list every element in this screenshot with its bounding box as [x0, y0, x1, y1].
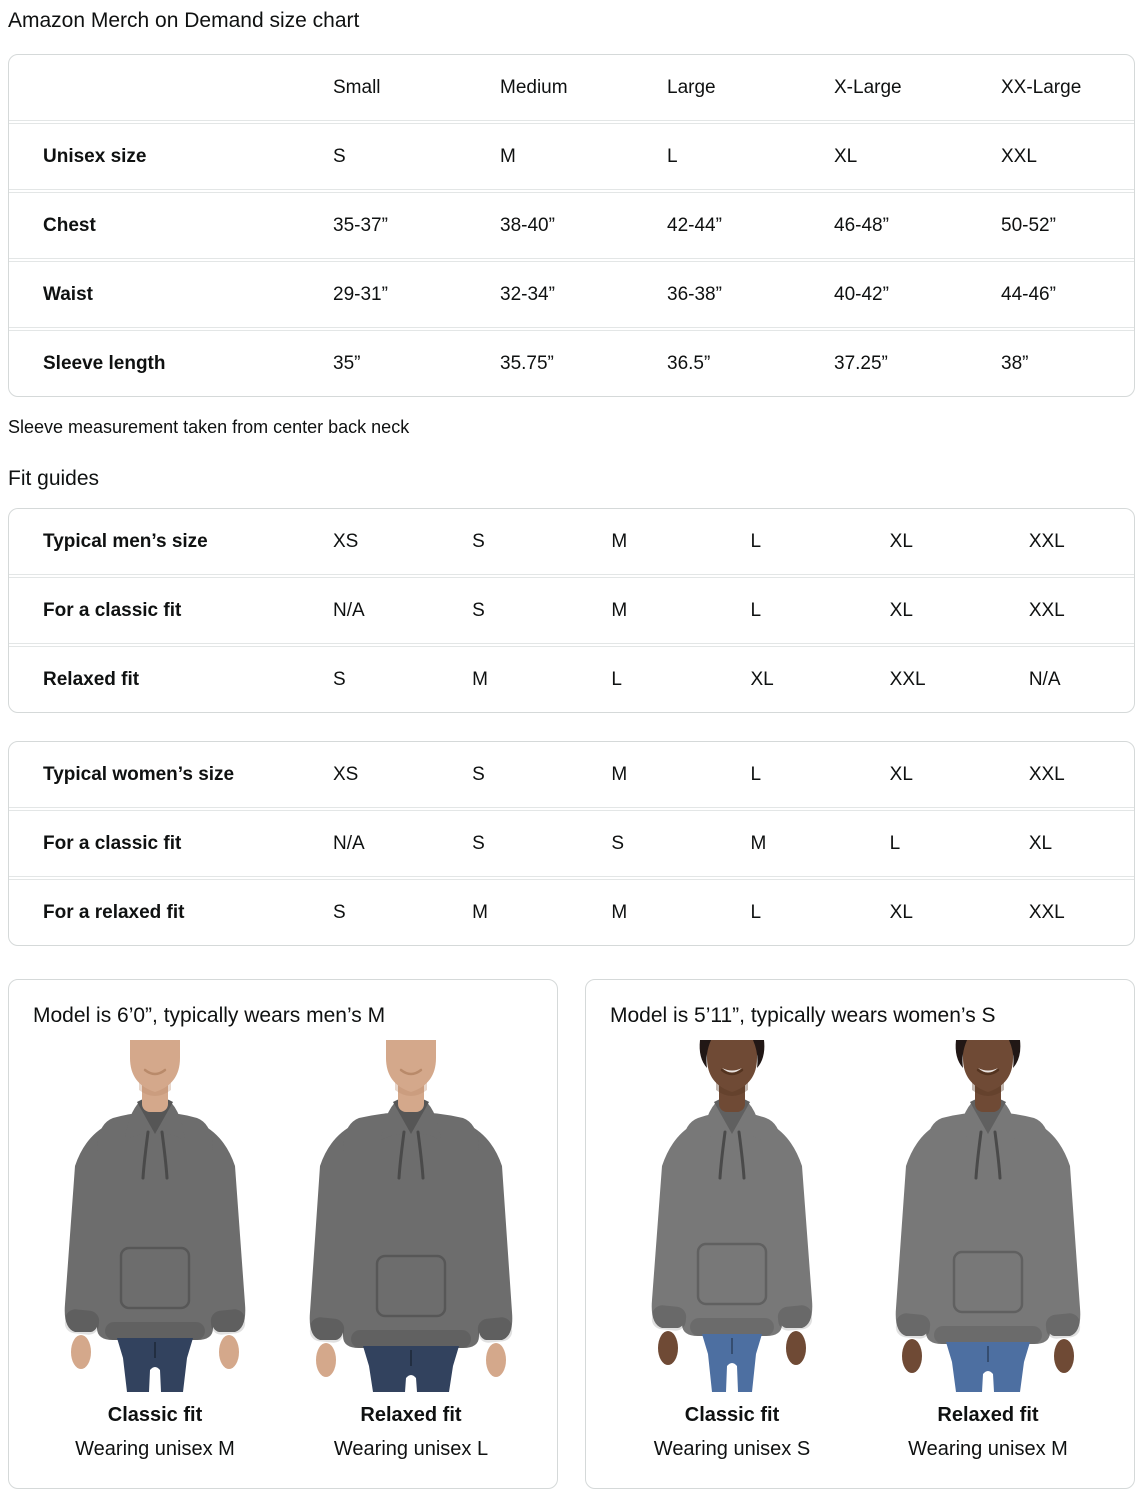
fit-table-women-value-cell: S	[333, 902, 346, 923]
size-table-row-label: Sleeve length	[43, 353, 166, 374]
model-card-men-figures	[9, 1040, 557, 1462]
wearing-size-label: Wearing unisex M	[75, 1438, 235, 1460]
fit-table-women-value-cell: XXL	[1028, 902, 1065, 923]
size-table-column-header: Large	[667, 77, 716, 98]
model-photo-woman-classic	[612, 1040, 852, 1392]
size-table-value-cell: 32-34”	[500, 284, 555, 305]
size-table-value-cell: M	[500, 146, 516, 167]
fit-table-men-value-cell: M	[472, 669, 488, 690]
model-figure-relaxed	[291, 1040, 531, 1462]
fit-type-label: Classic fit	[684, 1404, 780, 1426]
size-table-value-cell: 42-44”	[667, 215, 722, 236]
size-table-row	[9, 193, 1134, 258]
fit-table-men-value-cell: S	[333, 669, 346, 690]
fit-table-men-row-label: Typical men’s size	[43, 531, 208, 552]
fit-table-men-row	[9, 509, 1134, 574]
size-table-value-cell: L	[667, 146, 678, 167]
fit-table-men-row-label: For a classic fit	[43, 600, 182, 621]
size-table-value-cell: 36.5”	[667, 353, 711, 374]
size-table-value-cell: XXL	[1001, 146, 1037, 167]
fit-table-men-value-cell: L	[750, 531, 762, 552]
fit-table-men-value-cell: S	[472, 600, 485, 621]
fit-type-label: Relaxed fit	[937, 1404, 1039, 1426]
fit-table-men-value-cell: XXL	[1028, 600, 1065, 621]
fit-table-women-value-cell: N/A	[333, 833, 365, 854]
wearing-size-label: Wearing unisex L	[333, 1438, 489, 1460]
fit-table-men-row	[9, 647, 1134, 712]
fit-table-women-value-cell: M	[472, 902, 488, 923]
fit-table-women-value-cell: M	[611, 902, 628, 923]
size-table-column-header: X-Large	[834, 77, 902, 98]
fit-table-men-value-cell: XL	[750, 669, 774, 690]
model-figure-relaxed	[868, 1040, 1108, 1462]
fit-table-women-value-cell: S	[472, 764, 485, 785]
fit-table-men-value-cell: XXL	[1028, 531, 1065, 552]
fit-table-women-row-label: For a relaxed fit	[43, 902, 185, 923]
model-photo-man-classic	[35, 1040, 275, 1392]
fit-table-men-value-cell: M	[611, 531, 628, 552]
fit-table-men-value-cell: XXL	[889, 669, 926, 690]
model-figure-caption	[654, 1392, 810, 1462]
fit-table-women-value-cell: XS	[333, 764, 359, 785]
model-card-women-title: Model is 5’11”, typically wears women’s S	[610, 1004, 996, 1027]
sleeve-measurement-note: Sleeve measurement taken from center back neck	[8, 417, 410, 437]
fit-guide-table-women	[8, 741, 1135, 946]
size-table-value-cell: 44-46”	[1001, 284, 1056, 305]
size-table-value-cell: S	[333, 146, 346, 167]
model-photo-woman-relaxed	[868, 1040, 1108, 1392]
fit-table-women-value-cell: M	[750, 833, 767, 854]
size-table-corner-cell	[9, 69, 299, 107]
size-table-value-cell: 36-38”	[667, 284, 722, 305]
fit-table-women-value-cell: XL	[889, 764, 913, 785]
size-table-row-label: Waist	[43, 284, 93, 305]
size-table-value-cell: 50-52”	[1001, 215, 1056, 236]
fit-table-women-row	[9, 811, 1134, 876]
size-table-value-cell: 46-48”	[834, 215, 889, 236]
size-table-value-cell: 38-40”	[500, 215, 555, 236]
fit-table-women-value-cell: S	[611, 833, 625, 854]
fit-table-men-value-cell: N/A	[333, 600, 365, 621]
fit-table-women-value-cell: L	[889, 833, 901, 854]
fit-table-men-value-cell: S	[472, 531, 485, 552]
wearing-size-label: Wearing unisex S	[653, 1438, 811, 1460]
model-card-men-title: Model is 6’0”, typically wears men’s M	[33, 1004, 386, 1027]
size-table-row	[9, 331, 1134, 396]
size-table-row-label: Chest	[43, 215, 96, 236]
model-photo-man-relaxed	[291, 1040, 531, 1392]
model-card-women	[585, 979, 1135, 1489]
fit-guide-table-men	[8, 508, 1135, 713]
fit-type-label: Relaxed fit	[360, 1404, 462, 1426]
page-title: Amazon Merch on Demand size chart	[8, 9, 360, 32]
size-table-value-cell: 38”	[1001, 353, 1029, 374]
fit-table-women-value-cell: L	[750, 902, 762, 923]
fit-table-men-value-cell: L	[750, 600, 762, 621]
size-table-row-label: Unisex size	[43, 146, 147, 167]
fit-table-men-value-cell: XS	[333, 531, 359, 552]
size-table-value-cell: 40-42”	[834, 284, 889, 305]
fit-type-label: Classic fit	[107, 1404, 203, 1426]
fit-table-men-value-cell: M	[611, 600, 628, 621]
size-table-column-header: Medium	[500, 77, 568, 98]
fit-table-men-value-cell: N/A	[1028, 669, 1061, 690]
fit-table-men-value-cell: XL	[889, 600, 913, 621]
model-cards-row	[8, 979, 1135, 1489]
size-table-value-cell: 35”	[333, 353, 361, 374]
size-table-column-header: Small	[333, 77, 381, 98]
fit-table-men-value-cell: XL	[889, 531, 913, 552]
fit-table-men-value-cell: L	[611, 669, 622, 690]
fit-guides-heading: Fit guides	[8, 467, 100, 490]
size-table-value-cell: 35.75”	[500, 353, 554, 374]
fit-table-women-row-label: Typical women’s size	[43, 764, 235, 785]
size-chart-table	[8, 54, 1135, 397]
fit-table-women-value-cell: L	[750, 764, 762, 785]
fit-table-women-row	[9, 880, 1134, 945]
size-table-value-cell: 35-37”	[333, 215, 388, 236]
wearing-size-label: Wearing unisex M	[908, 1438, 1068, 1460]
fit-table-women-row-label: For a classic fit	[43, 833, 182, 854]
size-table-value-cell: XL	[834, 146, 858, 167]
model-figure-caption	[75, 1392, 235, 1462]
model-card-men	[8, 979, 558, 1489]
size-table-column-header: XX-Large	[1001, 77, 1082, 98]
fit-table-women-value-cell: M	[611, 764, 628, 785]
fit-table-women-value-cell: XL	[889, 902, 913, 923]
fit-table-women-value-cell: S	[472, 833, 485, 854]
size-table-value-cell: 29-31”	[333, 284, 388, 305]
size-table-value-cell: 37.25”	[834, 353, 888, 374]
fit-table-women-row	[9, 742, 1134, 807]
fit-table-women-value-cell: XL	[1028, 833, 1053, 854]
model-figure-classic	[35, 1040, 275, 1462]
size-table-header-row	[9, 55, 1134, 120]
fit-table-men-row	[9, 578, 1134, 643]
model-card-women-figures	[586, 1040, 1134, 1462]
model-figure-classic	[612, 1040, 852, 1462]
model-figure-caption	[908, 1392, 1068, 1462]
size-table-row	[9, 262, 1134, 327]
size-table-row	[9, 124, 1134, 189]
fit-table-men-row-label: Relaxed fit	[43, 669, 140, 690]
model-figure-caption	[334, 1392, 488, 1462]
fit-table-women-value-cell: XXL	[1028, 764, 1065, 785]
